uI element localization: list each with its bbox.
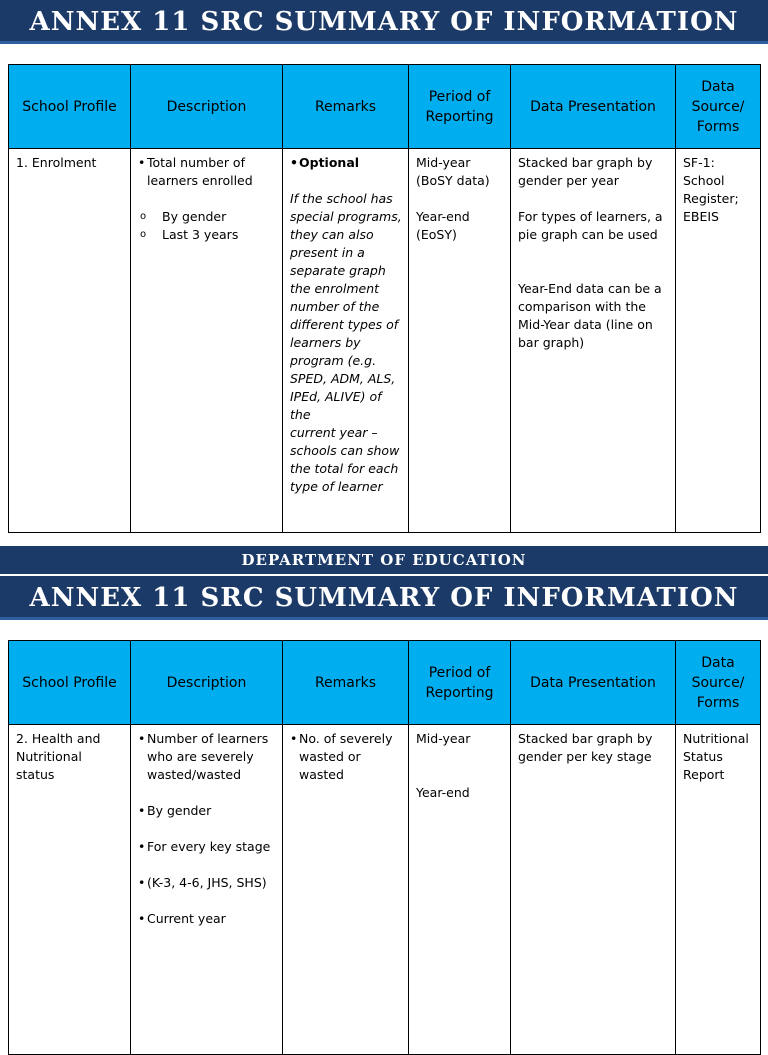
remarks-line: current year –	[290, 425, 378, 440]
remarks-line: schools can show	[290, 443, 400, 458]
header-data-source: Data Source/ Forms	[676, 641, 761, 725]
header-data-presentation: Data Presentation	[511, 641, 676, 725]
cell-data-presentation: Stacked bar graph by gender per year For types of learners, a pie graph can be used Year-End data can be a comparison with the Mid-Year data (line on bar graph)	[511, 149, 676, 533]
remarks-line: learners by	[290, 335, 361, 350]
cell-description: • Total number of learners enrolled o By gender o Last 3 years	[131, 149, 283, 533]
footer-banner	[0, 546, 768, 574]
cell-remarks: • Optional If the school has special programs, they can also present in a separate graph the enrolment number of the different types of learners by program (e.g. SPED, ADM, ALS, IPEd, ALIVE) of the current year – schools can show the total for each type of learner	[283, 149, 409, 533]
remarks-line: special programs,	[290, 209, 402, 224]
remarks-line: If the school has	[290, 191, 393, 206]
table-header-row	[9, 641, 761, 725]
remarks-line: SPED, ADM, ALS,	[290, 371, 396, 386]
page-title-2: ANNEX 11 SRC SUMMARY OF INFORMATION	[29, 583, 739, 613]
header-description: Description	[131, 641, 283, 725]
cell-period: Mid-year (BoSY data) Year-end (EoSY)	[409, 149, 511, 533]
remarks-line: the total for each	[290, 461, 399, 476]
remarks-line: separate graph	[290, 263, 386, 278]
table-header-row	[9, 65, 761, 149]
remarks-line: IPEd, ALIVE) of the	[290, 389, 382, 422]
remarks-line: present in a	[290, 245, 365, 260]
page-title-banner-2	[0, 576, 768, 620]
remarks-line: they can also	[290, 227, 374, 242]
header-remarks: Remarks	[283, 65, 409, 149]
summary-table-2	[8, 640, 761, 1055]
cell-school-profile: 1. Enrolment	[9, 149, 131, 533]
footer-text: DEPARTMENT OF EDUCATION	[241, 551, 527, 569]
header-data-source: Data Source/ Forms	[676, 65, 761, 149]
page-title: ANNEX 11 SRC SUMMARY OF INFORMATION	[29, 7, 739, 37]
remarks-line: program (e.g.	[290, 353, 377, 368]
header-remarks: Remarks	[283, 641, 409, 725]
cell-remarks: • No. of severely wasted or wasted	[283, 725, 409, 1055]
remarks-line: number of the	[290, 299, 380, 314]
cell-data-presentation: Stacked bar graph by gender per key stage	[511, 725, 676, 1055]
header-description: Description	[131, 65, 283, 149]
header-school-profile: School Profile	[9, 65, 131, 149]
page-title-banner	[0, 0, 768, 44]
remarks-line: different types of	[290, 317, 399, 332]
table-row	[9, 725, 761, 1055]
cell-data-source: Nutritional Status Report	[676, 725, 761, 1055]
table-row	[9, 149, 761, 533]
cell-data-source: SF-1: School Register; EBEIS	[676, 149, 761, 533]
remarks-line: the enrolment	[290, 281, 380, 296]
cell-period: Mid-year Year-end	[409, 725, 511, 1055]
header-school-profile: School Profile	[9, 641, 131, 725]
cell-description: • Number of learners who are severely wasted/wasted • By gender • For every key stage • (K-3, 4-6, JHS, SHS) • Current year	[131, 725, 283, 1055]
header-data-presentation: Data Presentation	[511, 65, 676, 149]
header-period-of-reporting: Period of Reporting	[409, 641, 511, 725]
summary-table-1	[8, 64, 761, 533]
header-period-of-reporting: Period of Reporting	[409, 65, 511, 149]
remarks-text	[290, 190, 402, 496]
cell-school-profile: 2. Health and Nutritional status	[9, 725, 131, 1055]
remarks-line: type of learner	[290, 479, 383, 494]
